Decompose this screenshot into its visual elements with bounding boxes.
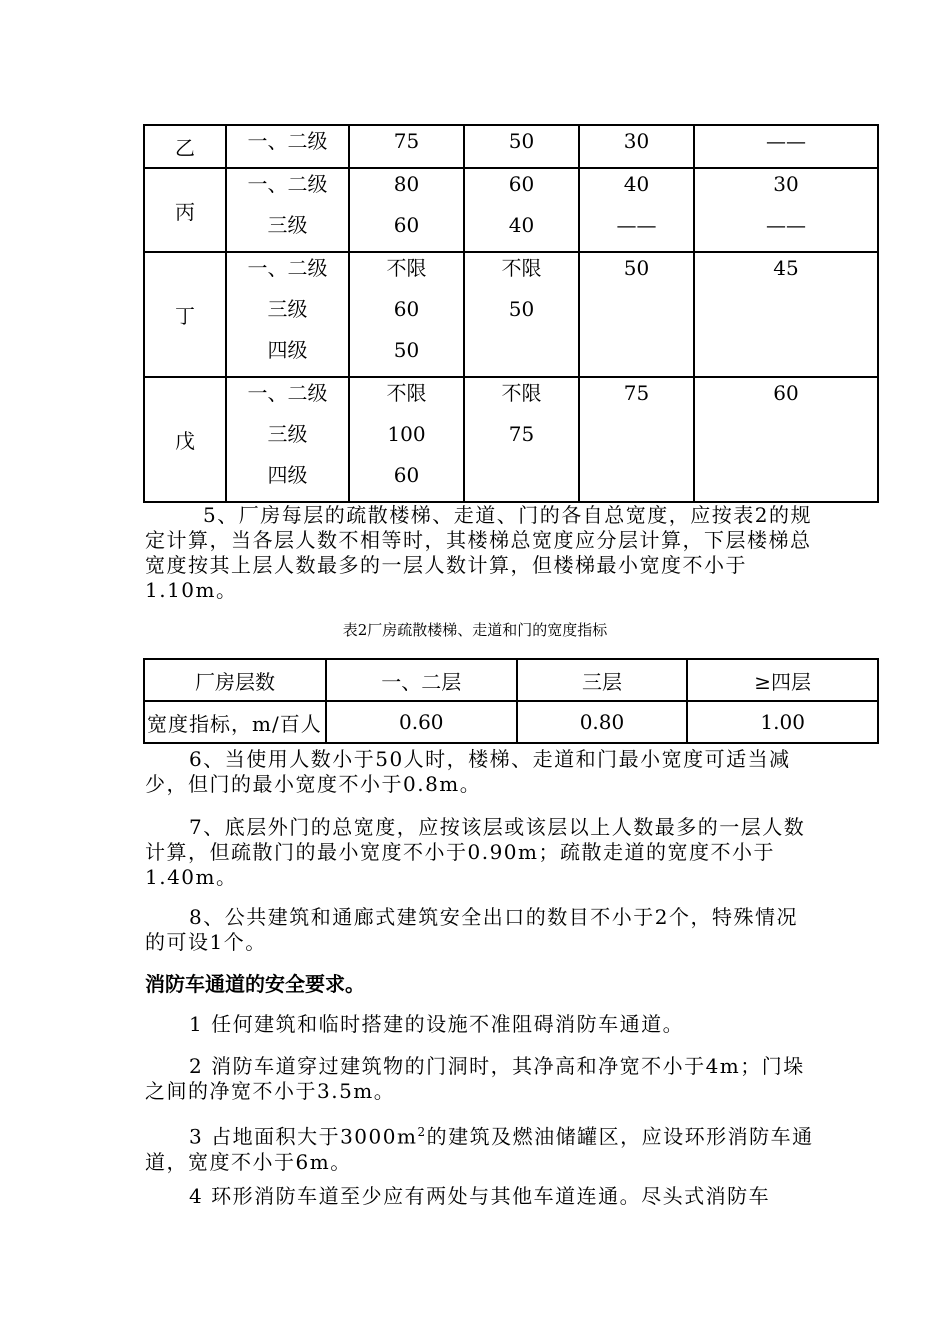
item-4: 4 环形消防车道至少应有两处与其他车道连通。尽头式消防车: [189, 1184, 771, 1208]
cell-line: 四级: [267, 463, 308, 487]
cell-line: 75: [508, 422, 535, 446]
paragraph-6: 6、当使用人数小于50人时，楼梯、走道和门最小宽度可适当减少，但门的最小宽度不小于0.8m。: [145, 747, 791, 796]
table-row: [144, 252, 878, 377]
table-cell: [226, 377, 349, 502]
table-1: [143, 124, 879, 503]
table-row: [144, 377, 878, 502]
cell-line: ——: [616, 213, 657, 237]
class-cell: [144, 125, 226, 168]
cell-line: 三级: [267, 422, 308, 446]
cell-line: 50: [623, 256, 650, 280]
table-cell: [579, 168, 694, 252]
table-cell: [694, 377, 878, 502]
cell-line: 30: [623, 129, 650, 153]
table-cell: [349, 377, 464, 502]
cell-line: 100: [387, 422, 426, 446]
cell-line: 80: [393, 172, 420, 196]
class-label: 乙: [175, 136, 195, 160]
row-label: 宽度指标，m/百人: [144, 701, 326, 743]
paragraph-7: 7、底层外门的总宽度，应按该层或该层以上人数最多的一层人数计算，但疏散门的最小宽度不小于0.90m；疏散走道的宽度不小于1.40m。: [145, 815, 806, 889]
table-cell: [464, 252, 579, 377]
table-cell: [579, 125, 694, 168]
item-3-text: 3 占地面积大于3000m: [189, 1124, 418, 1149]
table-cell: [226, 252, 349, 377]
table-row: [144, 125, 878, 168]
cell-line: 50: [393, 338, 420, 362]
class-label: 丙: [175, 199, 195, 224]
table-cell: [694, 125, 878, 168]
cell-line: 不限: [386, 256, 427, 280]
superscript: 2: [417, 1125, 427, 1139]
header-cell: 厂房层数: [144, 659, 326, 701]
table-cell: [694, 168, 878, 252]
table-cell: [349, 252, 464, 377]
cell-line: ——: [766, 129, 806, 153]
paragraph-5: 5、厂房每层的疏散楼梯、走道、门的各自总宽度，应按表2的规定计算，当各层人数不相等时，其楼梯总宽度应分层计算，下层楼梯总宽度按其上层人数最多的一层人数计算，但楼梯最小宽度不小于1.10m。: [145, 503, 812, 602]
item-3: [145, 1120, 815, 1175]
cell-line: 60: [773, 381, 799, 405]
cell-line: 一、二级: [247, 256, 328, 280]
table-cell: [349, 168, 464, 252]
table-cell: [464, 168, 579, 252]
cell-line: 一、二级: [247, 172, 328, 196]
cell-line: 60: [508, 172, 535, 196]
cell-line: 40: [623, 172, 650, 196]
header-cell: 一、二层: [326, 659, 517, 701]
cell-line: 一、二级: [247, 381, 328, 405]
table-2: [143, 658, 879, 744]
section-heading: 消防车通道的安全要求。: [145, 972, 365, 996]
cell-line: 45: [773, 256, 799, 280]
cell-line: 40: [508, 213, 535, 237]
paragraph-8: 8、公共建筑和通廊式建筑安全出口的数目不小于2个，特殊情况的可设1个。: [145, 905, 798, 954]
cell-line: 60: [393, 297, 420, 321]
table-row: [144, 168, 878, 252]
class-label: 戊: [175, 429, 195, 453]
table-cell: 1.00: [687, 701, 878, 743]
table-cell: [226, 168, 349, 252]
item-3-text-rest: 的建筑及燃油储罐区，应设环形消防车通道，宽度不小于6m。: [145, 1124, 814, 1174]
table-cell: [464, 377, 579, 502]
cell-line: 50: [508, 297, 535, 321]
cell-line: 60: [393, 463, 420, 487]
item-1: 1 任何建筑和临时搭建的设施不准阻碍消防车通道。: [189, 1012, 685, 1036]
class-cell: [144, 168, 226, 252]
table-header-row: [144, 659, 878, 701]
cell-line: 不限: [501, 381, 542, 405]
table-cell: [226, 125, 349, 168]
table-cell: 0.80: [517, 701, 688, 743]
cell-line: 四级: [267, 338, 308, 362]
class-label: 丁: [175, 304, 195, 328]
class-cell: [144, 377, 226, 502]
class-cell: [144, 252, 226, 377]
cell-line: 三级: [267, 213, 308, 237]
table-cell: [464, 125, 579, 168]
table-cell: [579, 252, 694, 377]
table-cell: [694, 252, 878, 377]
cell-line: 不限: [386, 381, 427, 405]
cell-line: 60: [393, 213, 420, 237]
cell-line: 30: [773, 172, 799, 196]
table-cell: 0.60: [326, 701, 517, 743]
header-cell: 三层: [517, 659, 688, 701]
table-2-caption: 表2厂房疏散楼梯、走道和门的宽度指标: [342, 621, 608, 639]
cell-line: ——: [766, 213, 806, 237]
cell-line: 75: [393, 129, 420, 153]
cell-line: 三级: [267, 297, 308, 321]
table-cell: [349, 125, 464, 168]
cell-line: 75: [623, 381, 650, 405]
header-cell: ≥四层: [687, 659, 878, 701]
table-row: [144, 701, 878, 743]
cell-line: 一、二级: [247, 129, 328, 153]
item-2: 2 消防车道穿过建筑物的门洞时，其净高和净宽不小于4m；门垛之间的净宽不小于3.5m。: [145, 1054, 805, 1103]
cell-line: 50: [508, 129, 535, 153]
table-cell: [579, 377, 694, 502]
cell-line: 不限: [501, 256, 542, 280]
